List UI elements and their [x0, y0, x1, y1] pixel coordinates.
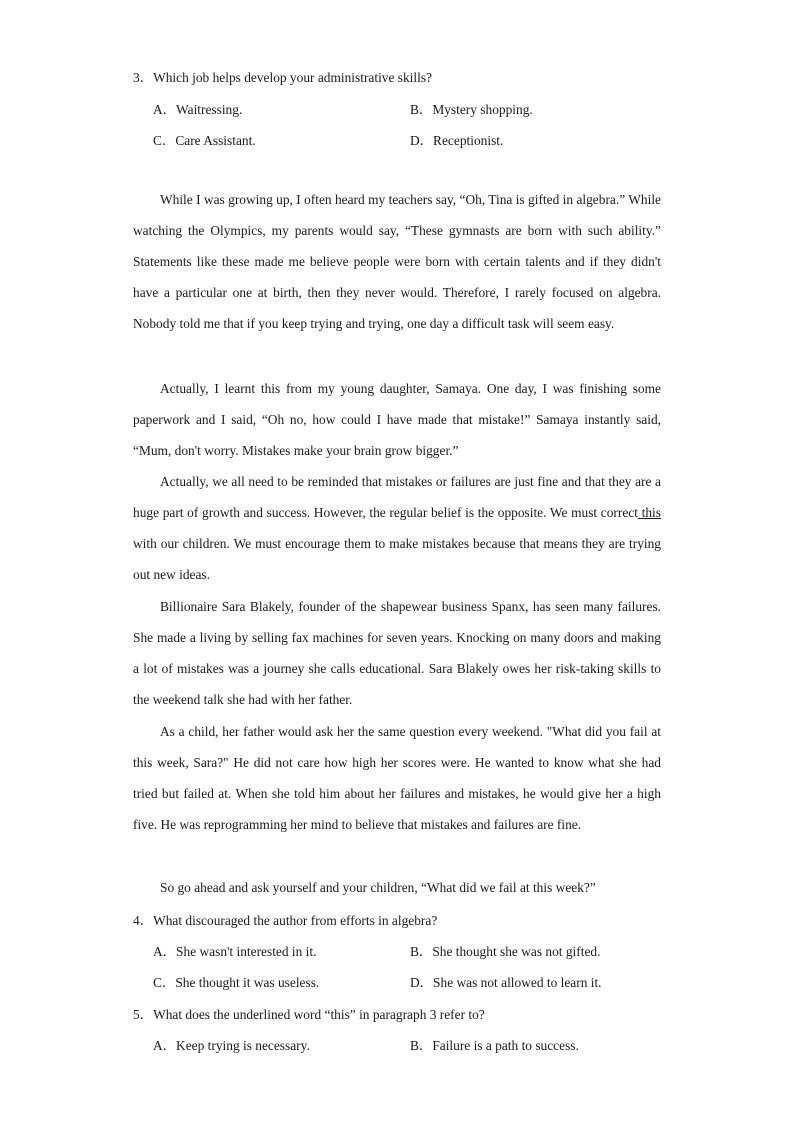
passage-paragraph-1: While I was growing up, I often heard my teachers say, “Oh, Tina is gifted in algebra.” While watching the Olympics, my parents would say, “These gymnasts are born with such ability.” Statements like these made me believe people were born with certain talents and if they didn't have a particular one at birth, then they never would. Therefore, I rarely focused on algebra. Nobody told me that if you keep trying and trying, one day a difficult task will seem easy.: [133, 192, 661, 332]
question-5-option-a: A．Keep trying is necessary.: [153, 1038, 310, 1053]
passage-paragraph-3: [133, 466, 661, 590]
underlined-word-this: this: [637, 505, 661, 521]
question-3-option-c: C．Care Assistant.: [153, 133, 256, 148]
passage-paragraph-2: Actually, I learnt this from my young daughter, Samaya. One day, I was finishing some paperwork and I said, “Oh no, how could I have made that mistake!” Samaya instantly said, “Mum, don't worry. Mistakes make your brain grow bigger.”: [133, 381, 661, 459]
passage-paragraph-4: Billionaire Sara Blakely, founder of the shapewear business Spanx, has seen many failures. She made a living by selling fax machines for seven years. Knocking on many doors and making a lot of mistakes was a journey she calls educational. Sara Blakely owes her risk-taking skills to the weekend talk she had with her father.: [133, 599, 661, 708]
passage-paragraph-5: As a child, her father would ask her the same question every weekend. "What did you fail at this week, Sara?" He did not care how high her scores were. He wanted to know what she had tried but failed at. When she told him about her failures and mistakes, he would give her a high five. He was reprogramming her mind to believe that mistakes and failures are fine.: [133, 724, 661, 833]
question-4-option-a: A．She wasn't interested in it.: [153, 944, 317, 959]
question-3-option-a: A．Waitressing.: [153, 102, 243, 117]
question-4-option-c: C．She thought it was useless.: [153, 975, 320, 990]
question-4-option-b: B．She thought she was not gifted.: [410, 944, 601, 959]
paragraph-3-text-before: Actually, we all need to be reminded that mistakes or failures are just fine and that they are a huge part of growth and success. However, the regular belief is the opposite. We must correct: [133, 474, 661, 521]
question-4-stem: 4．What discouraged the author from efforts in algebra?: [133, 913, 438, 928]
question-3-option-d: D．Receptionist.: [410, 133, 504, 148]
question-5-stem: 5．What does the underlined word “this” in paragraph 3 refer to?: [133, 1007, 485, 1022]
question-5-option-b: B．Failure is a path to success.: [410, 1038, 579, 1053]
passage-paragraph-6: So go ahead and ask yourself and your children, “What did we fail at this week?”: [160, 880, 596, 895]
question-3-stem: 3．Which job helps develop your administrative skills?: [133, 70, 433, 85]
question-4-option-d: D．She was not allowed to learn it.: [410, 975, 602, 990]
question-3-option-b: B．Mystery shopping.: [410, 102, 533, 117]
paragraph-3-text-after: with our children. We must encourage them to make mistakes because that means they are trying out new ideas.: [133, 536, 661, 583]
